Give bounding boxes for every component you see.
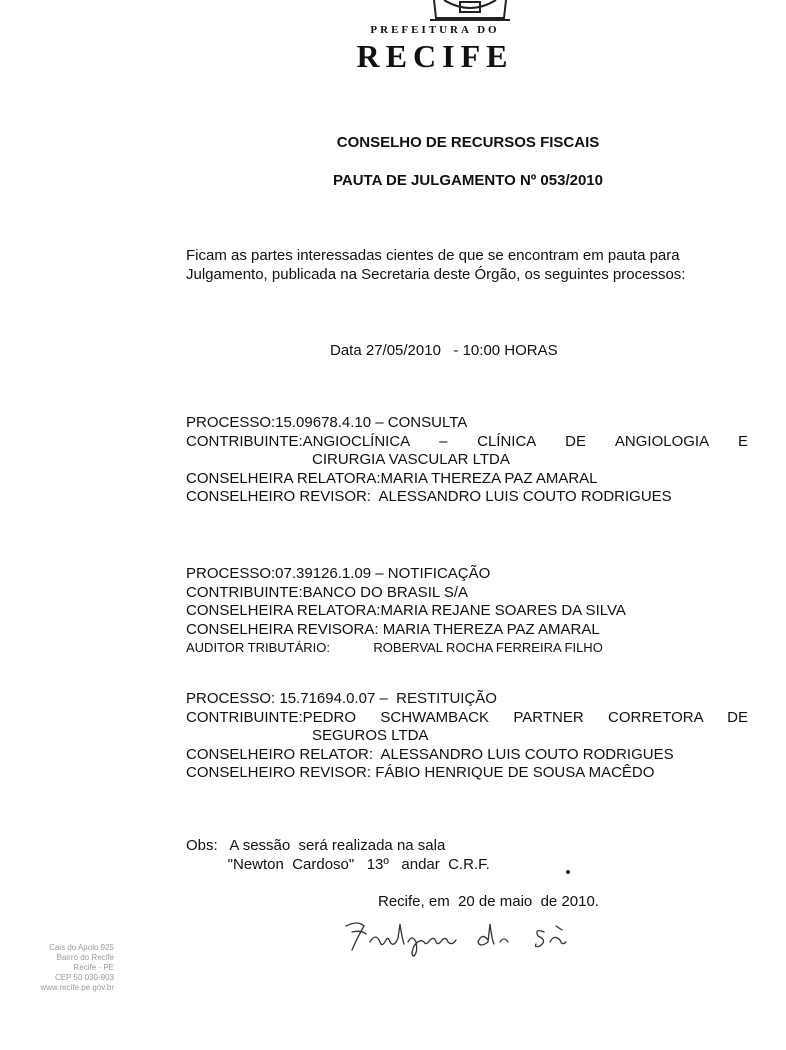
process-block-1 xyxy=(186,414,748,507)
rapporteur: CONSELHEIRA RELATORA:MARIA REJANE SOARES DA SILVA xyxy=(186,602,626,619)
footer-line: CEP 50 030-903 xyxy=(54,973,114,982)
process-number: PROCESSO: 15.71694.0.07 – RESTITUIÇÃO xyxy=(186,690,497,707)
rapporteur: CONSELHEIRA RELATORA:MARIA THEREZA PAZ AMARAL xyxy=(186,469,598,487)
process-number: PROCESSO:07.39126.1.09 – NOTIFICAÇÃO xyxy=(186,565,491,582)
observation-line: Obs: A sessão será realizada na sala xyxy=(186,837,446,854)
footer-line: www.recife.pe.gov.br xyxy=(40,983,114,992)
taxpayer: CONTRIBUINTE:PEDRO SCHWAMBACK PARTNER CORRETORA DE xyxy=(186,708,748,726)
observation-note xyxy=(186,836,490,874)
intro-paragraph: Ficam as partes interessadas cientes de que se encontram em pauta para Julgamento, publicada na Secretaria deste Órgão, os seguintes processos: xyxy=(186,247,686,283)
footer-line: Bairro do Recife xyxy=(56,953,114,962)
footer-line: Cais do Apolo 925 xyxy=(49,943,114,952)
handwritten-signature xyxy=(338,912,608,958)
org-header-name: RECIFE xyxy=(356,38,514,74)
coat-of-arms-logo xyxy=(430,0,510,22)
document-heading: CONSELHO DE RECURSOS FISCAIS xyxy=(336,134,600,151)
reviewer: CONSELHEIRA REVISORA: MARIA THEREZA PAZ AMARAL xyxy=(186,620,600,638)
session-date: Data 27/05/2010 - 10:00 HORAS xyxy=(330,342,558,359)
taxpayer: CONTRIBUINTE:ANGIOCLÍNICA – CLÍNICA DE ANGIOLOGIA E xyxy=(186,432,748,450)
footer-address xyxy=(4,943,114,993)
taxpayer: CONTRIBUINTE:BANCO DO BRASIL S/A xyxy=(186,583,468,601)
observation-line: "Newton Cardoso" 13º andar C.R.F. xyxy=(186,856,490,873)
process-number: PROCESSO:15.09678.4.10 – CONSULTA xyxy=(186,414,468,431)
document-subheading: PAUTA DE JULGAMENTO Nº 053/2010 xyxy=(333,172,603,189)
process-block-3 xyxy=(186,690,748,783)
taxpayer-continued: SEGUROS LTDA xyxy=(312,727,429,744)
rapporteur: CONSELHEIRO RELATOR: ALESSANDRO LUIS COUTO RODRIGUES xyxy=(186,745,674,763)
reviewer: CONSELHEIRO REVISOR: FÁBIO HENRIQUE DE SOUSA MACÊDO xyxy=(186,764,655,781)
taxpayer-continued: CIRURGIA VASCULAR LTDA xyxy=(312,451,510,468)
ink-dot xyxy=(566,870,570,874)
tax-auditor: AUDITOR TRIBUTÁRIO: ROBERVAL ROCHA FERREIRA FILHO xyxy=(186,640,603,655)
process-block-2 xyxy=(186,565,748,658)
reviewer: CONSELHEIRO REVISOR: ALESSANDRO LUIS COUTO RODRIGUES xyxy=(186,488,672,505)
footer-line: Recife - PE xyxy=(73,963,114,972)
place-and-date: Recife, em 20 de maio de 2010. xyxy=(378,893,599,910)
org-header-top: PREFEITURA DO xyxy=(370,24,500,36)
